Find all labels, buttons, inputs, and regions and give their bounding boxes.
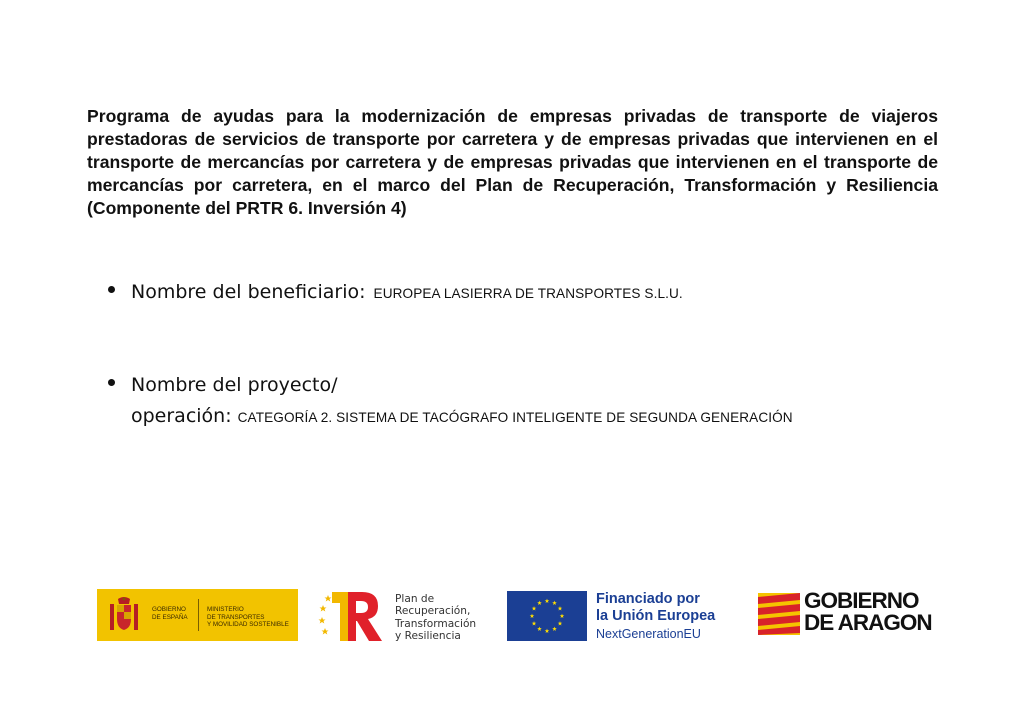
eu-star-icon <box>545 599 550 603</box>
beneficiary-value: EUROPEA LASIERRA DE TRANSPORTES S.L.U. <box>373 286 683 301</box>
aragon-flag-icon <box>758 593 800 635</box>
ministerio-text: MINISTERIO DE TRANSPORTES Y MOVILIDAD SOSTENIBLE <box>207 606 289 628</box>
gobierno-espana-logo <box>97 589 298 641</box>
project-label-line1: Nombre del proyecto/ <box>131 374 338 396</box>
eu-star-icon <box>532 621 537 625</box>
program-heading: Programa de ayudas para la modernización de empresas privadas de transporte de viajeros prestadoras de servicios de transporte por carretera y de empresas privadas que intervienen en el transporte de mercancías por carretera y de empresas privadas que intervienen en el transporte de mercancías por carretera, en el marco del Plan de Recuperación, Transformación y Resiliencia (Componente del PRTR 6. Inversión 4) <box>87 106 938 218</box>
eu-star-icon <box>552 627 557 631</box>
beneficiary-label: Nombre del beneficiario: <box>131 281 366 303</box>
eu-star-icon <box>558 621 563 625</box>
eu-funded-line2: la Unión Europea <box>596 608 716 624</box>
eu-star-icon <box>537 601 542 605</box>
beneficiary-item <box>108 281 683 303</box>
spain-coat-of-arms-icon <box>105 596 143 634</box>
eu-funded-line1: Financiado por <box>596 591 700 607</box>
eu-star-icon <box>530 614 535 618</box>
eu-star-icon <box>552 601 557 605</box>
project-label-line2: operación: <box>131 405 232 427</box>
eu-star-icon <box>532 606 537 610</box>
project-item-continuation <box>131 405 793 427</box>
gobierno-aragon-text: GOBIERNO DE ARAGON <box>804 588 932 635</box>
project-item <box>108 374 338 396</box>
prtr-logo <box>318 589 493 643</box>
bullet-icon <box>108 379 115 386</box>
gobierno-espana-text: GOBIERNO DE ESPAÑA <box>152 606 188 621</box>
eu-star-icon <box>545 629 550 633</box>
prtr-text: Plan de Recuperación, Transformación y Resiliencia <box>395 593 477 643</box>
logo-divider <box>198 599 199 631</box>
eu-star-icon <box>560 614 565 618</box>
project-value: CATEGORÍA 2. SISTEMA DE TACÓGRAFO INTELIGENTE DE SEGUNDA GENERACIÓN <box>237 410 793 425</box>
eu-star-icon <box>537 627 542 631</box>
prtr-tr-mark-icon <box>318 589 388 643</box>
gobierno-aragon-logo <box>758 588 953 637</box>
bullet-icon <box>108 286 115 293</box>
eu-flag-icon <box>507 591 587 641</box>
eu-star-icon <box>558 606 563 610</box>
eu-logo <box>507 589 732 641</box>
next-generation-eu: NextGenerationEU <box>596 627 701 641</box>
